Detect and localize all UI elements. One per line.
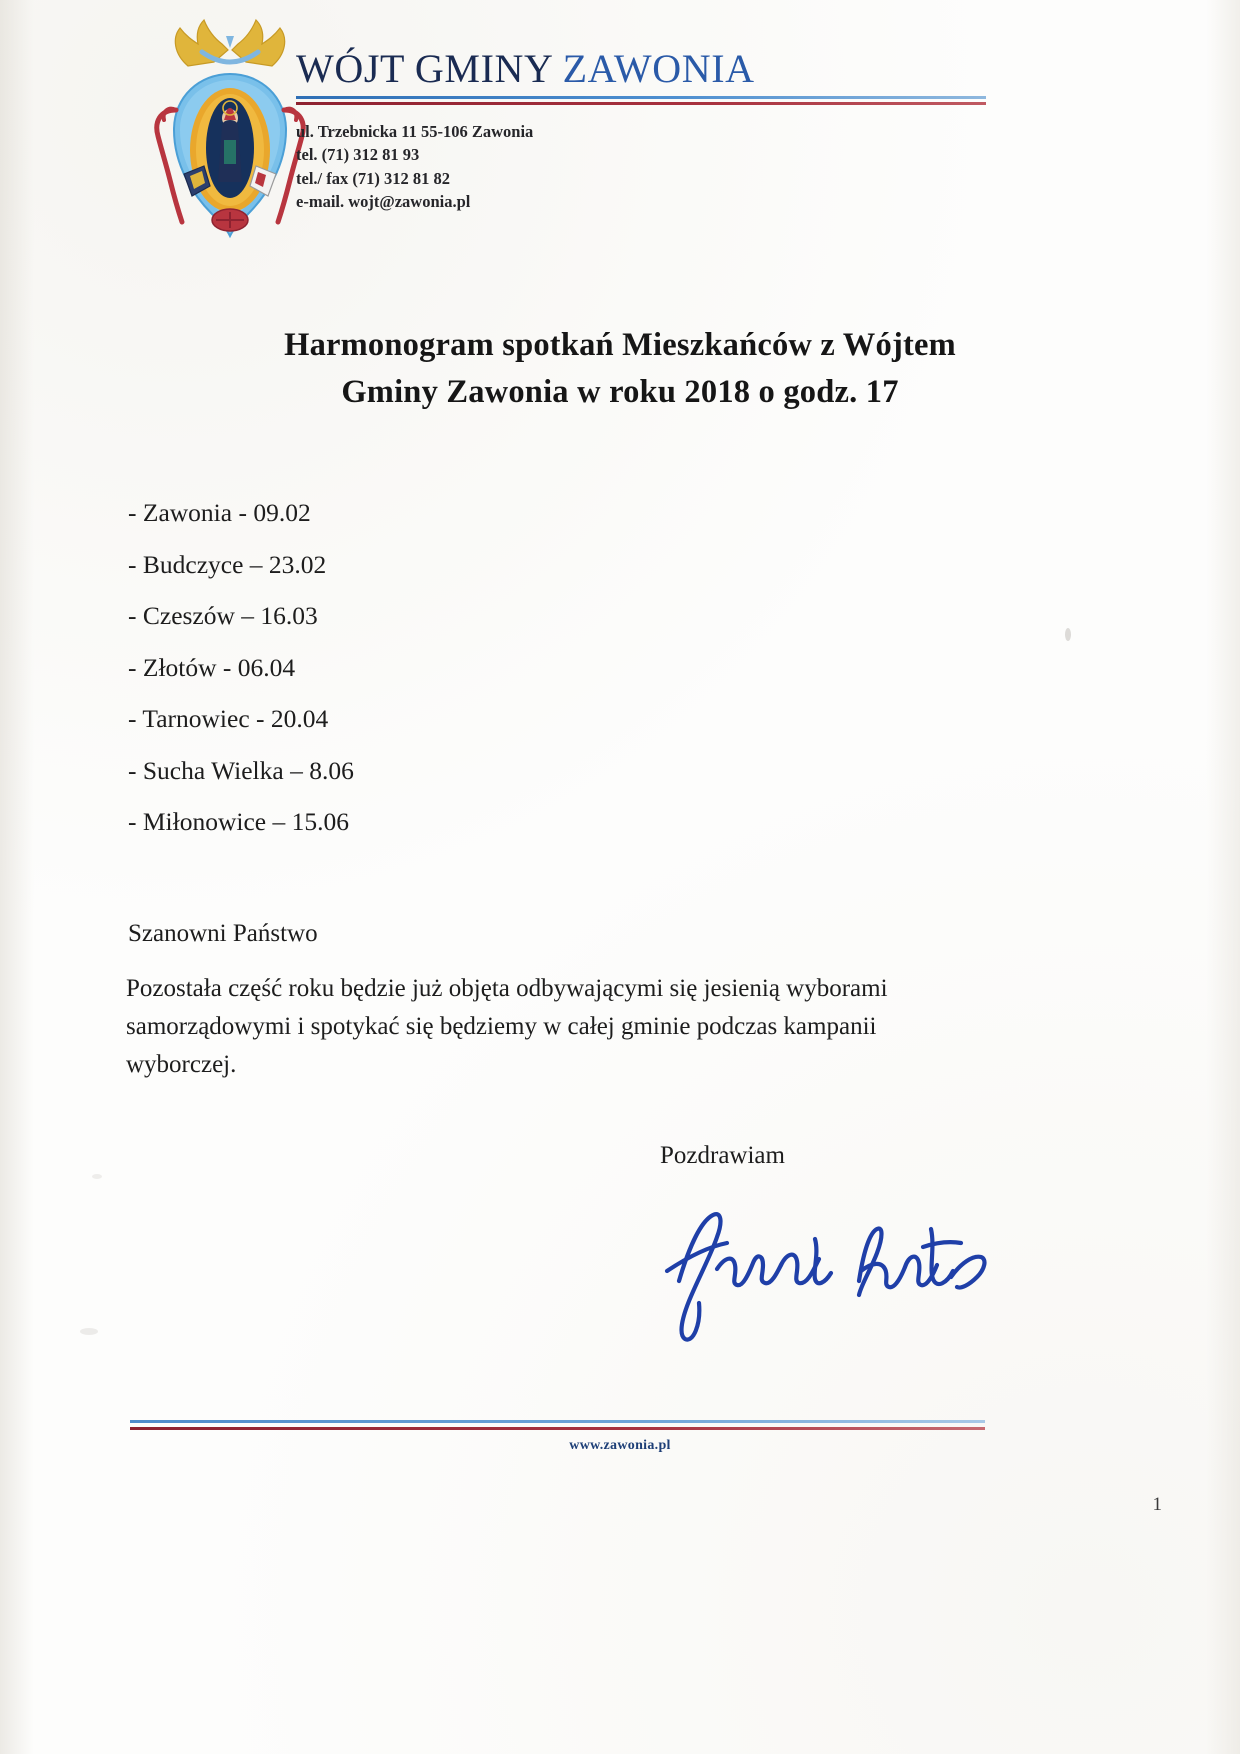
- document-title-line-2: Gminy Zawonia w roku 2018 o godz. 17: [341, 374, 899, 411]
- contact-block: [296, 120, 1036, 214]
- handwritten-signature: [655, 1185, 995, 1355]
- organization-title: [296, 48, 1036, 90]
- scan-speck: [1065, 628, 1071, 641]
- scan-speck: [80, 1328, 98, 1335]
- list-item: - Budczyce – 23.02: [128, 549, 327, 579]
- coat-of-arms-icon: [140, 14, 320, 246]
- footer-website-url: www.zawonia.pl: [569, 1438, 671, 1453]
- footer-divider-blue: [130, 1420, 985, 1423]
- org-title-secondary: ZAWONIA: [562, 46, 755, 91]
- contact-fax: tel./ fax (71) 312 81 82: [296, 168, 450, 188]
- meeting-schedule-list: [128, 500, 828, 861]
- divider-red-line: [296, 102, 986, 105]
- contact-phone: tel. (71) 312 81 93: [296, 145, 420, 165]
- salutation: Szanowni Państwo: [128, 920, 318, 947]
- list-item: - Miłonowice – 15.06: [128, 807, 349, 836]
- org-title-primary: WÓJT GMINY: [296, 46, 552, 91]
- list-item: - Złotów - 06.04: [128, 652, 296, 682]
- divider-blue-line: [296, 96, 986, 99]
- list-item: - Czeszów – 16.03: [128, 601, 318, 630]
- closing-line: Pozdrawiam: [660, 1142, 785, 1169]
- contact-address: ul. Trzebnicka 11 55-106 Zawonia: [296, 122, 534, 141]
- body-paragraph: Pozostała część roku będzie już objęta odbywającymi się jesienią wyborami samorządowymi i spotykać się będziemy w całej gminie podczas kampanii wyborczej.: [126, 975, 888, 1078]
- list-item: - Tarnowiec - 20.04: [128, 704, 329, 733]
- header-divider: [296, 96, 986, 108]
- list-item: - Sucha Wielka – 8.06: [128, 755, 354, 785]
- contact-email: e-mail. wojt@zawonia.pl: [296, 192, 471, 212]
- list-item: - Zawonia - 09.02: [128, 498, 311, 527]
- page-number: 1: [1152, 1494, 1162, 1515]
- footer-divider-red: [130, 1427, 985, 1430]
- scan-speck: [92, 1174, 102, 1179]
- document-title-line-1: Harmonogram spotkań Mieszkańców z Wójtem: [284, 327, 956, 363]
- page-footer: [0, 1420, 1240, 1510]
- document-title: [0, 322, 1240, 417]
- letterhead: [0, 0, 1240, 260]
- letterhead-text: [296, 48, 1036, 214]
